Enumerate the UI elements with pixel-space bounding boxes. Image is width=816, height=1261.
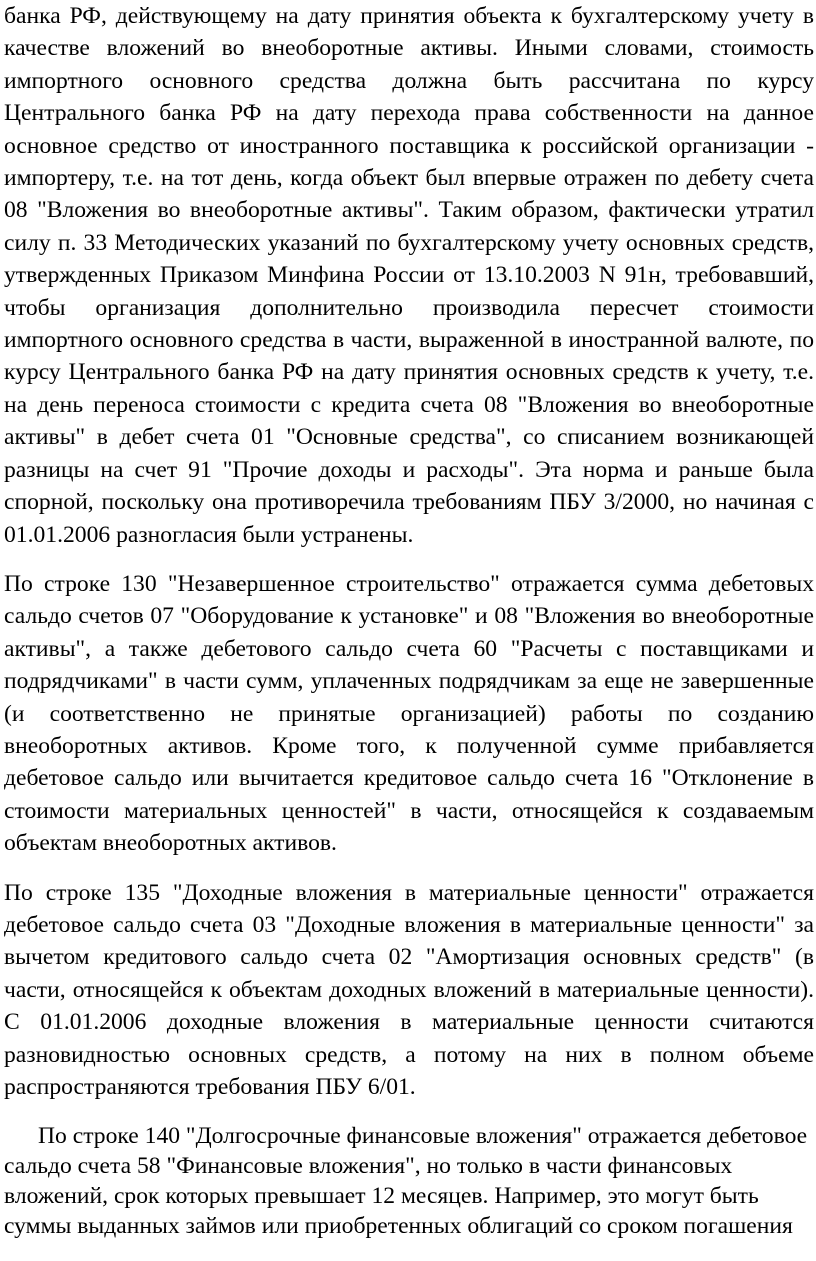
paragraph-import-valuation: банка РФ, действующему на дату принятия объекта к бухгалтерскому учету в качестве вложений во внеоборотные активы. Иными словами, стоимость импортного основного средства должна быть рассчитана по курсу Центрального банка РФ на дату перехода права собственности на данное основное средство от иностранного поставщика к российской организации - импортеру, т.е. на тот день, когда объект был впервые отражен по дебету счета 08 "Вложения во внеоборотные активы". Таким образом, фактически утратил силу п. 33 Методических указаний по бухгалтерскому учету основных средств, утвержденных Приказом Минфина России от 13.10.2003 N 91н, требовавший, чтобы организация дополнительно производила пересчет стоимости импортного основного средства в части, выраженной в иностранной валюте, по курсу Центрального банка РФ на дату принятия основных средств к учету, т.е. на день переноса стоимости с кредита счета 08 "Вложения во внеоборотные активы" в дебет счета 01 "Основные средства", со списанием возникающей разницы на счет 91 "Прочие доходы и расходы". Эта норма и раньше была спорной, поскольку она противоречила требованиям ПБУ 3/2000, но начиная с 01.01.2006 разногласия были устранены. xyxy=(4,3,814,548)
paragraph-line-130: По строке 130 "Незавершенное строительство" отражается сумма дебетовых сальдо счетов 07 "Оборудование к установке" и 08 "Вложения во внеоборотные активы", а также дебетового сальдо счета 60 "Расчеты с поставщиками и подрядчиками" в части сумм, уплаченных подрядчикам за еще не завершенные (и соответственно не принятые организацией) работы по созданию внеоборотных активов. Кроме того, к полученной сумме прибавляется дебетовое сальдо или вычитается кредитовое сальдо счета 16 "Отклонение в стоимости материальных ценностей" в части, относящейся к создаваемым объектам внеоборотных активов. xyxy=(4,570,814,857)
paragraph-line-135: По строке 135 "Доходные вложения в материальные ценности" отражается дебетовое сальдо счета 03 "Доходные вложения в материальные ценности" за вычетом кредитового сальдо счета 02 "Амортизация основных средств" (в части, относящейся к объектам доходных вложений в материальные ценности). С 01.01.2006 доходные вложения в материальные ценности считаются разновидностью основных средств, а потому на них в полном объеме распространяются требования ПБУ 6/01. xyxy=(4,879,814,1100)
paragraph-line-140: По строке 140 "Долгосрочные финансовые вложения" отражается дебетовое сальдо счета 58 "Финансовые вложения", но только в части финансовых вложений, срок которых превышает 12 месяцев. Например, это могут быть суммы выданных займов или приобретенных облигаций со сроком погашения xyxy=(4,1123,808,1240)
document-page xyxy=(4,0,814,1241)
